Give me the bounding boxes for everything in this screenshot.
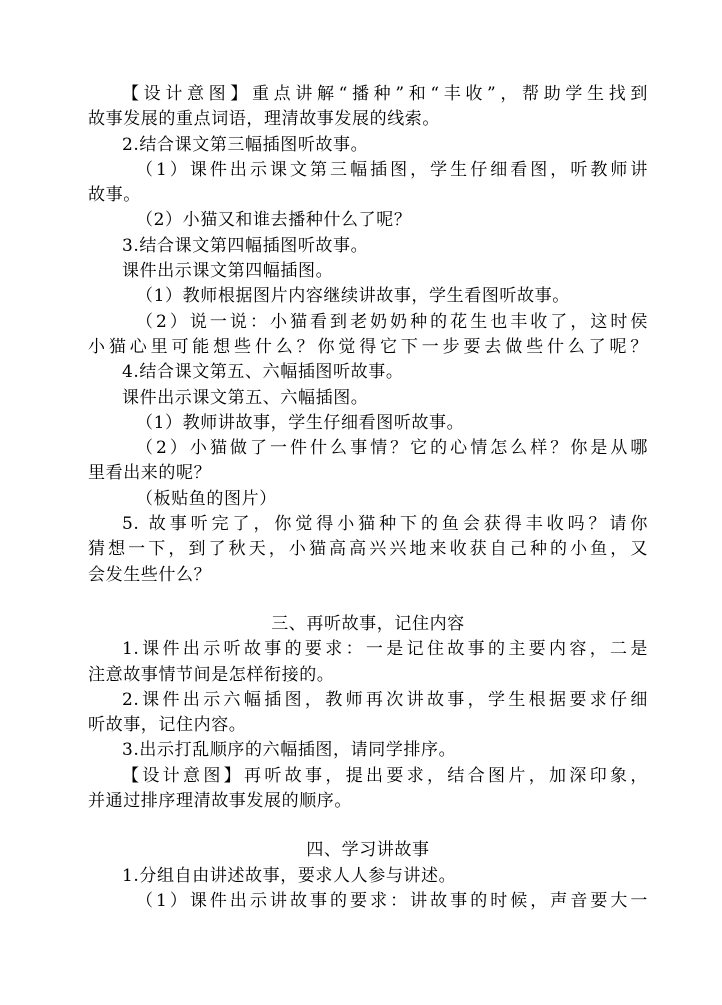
- paragraph-line: 1.课件出示听故事的要求：一是记住故事的主要内容，二是: [122, 639, 648, 660]
- paragraph-line: 注意故事情节间是怎样衔接的。: [88, 664, 335, 685]
- paragraph-line: 课件出示课文第四幅插图。: [122, 261, 334, 282]
- paragraph-line: 猜想一下，到了秋天，小猫高高兴兴地来收获自己种的小鱼，又: [88, 539, 648, 560]
- document-page: [88, 82, 648, 914]
- paragraph-line: 小猫心里可能想些什么？你觉得它下一步要去做些什么了呢？: [88, 336, 648, 357]
- paragraph-line: 3.结合课文第四幅插图听故事。: [122, 235, 369, 256]
- paragraph-line: 并通过排序理清故事发展的顺序。: [88, 791, 352, 812]
- paragraph-line: 课件出示课文第五、六幅插图。: [122, 387, 369, 408]
- paragraph-line: 听故事，记住内容。: [88, 715, 247, 736]
- paragraph-line: 故事。: [88, 185, 141, 206]
- paragraph-line: 里看出来的呢？: [88, 463, 212, 484]
- paragraph-line: （2）小猫又和谁去播种什么了呢？: [136, 210, 412, 231]
- section-heading: 四、学习讲故事: [306, 840, 430, 861]
- paragraph-line: 【设计意图】重点讲解“播种”和“丰收”，帮助学生找到: [122, 84, 648, 104]
- paragraph-line: （2）小猫做了一件什么事情？它的心情怎么样？你是从哪: [136, 438, 648, 459]
- section-gap: [88, 588, 648, 612]
- paragraph-line: （1）课件出示讲故事的要求：讲故事的时候，声音要大一: [136, 890, 648, 911]
- paragraph-line: 2.课件出示六幅插图，教师再次讲故事，学生根据要求仔细: [122, 689, 648, 710]
- paragraph-line: （板贴鱼的图片）: [136, 488, 277, 509]
- section-gap: [88, 814, 648, 838]
- paragraph-line: （1）教师讲故事，学生仔细看图听故事。: [136, 412, 465, 433]
- paragraph-line: 会发生些什么？: [88, 564, 212, 585]
- paragraph-line: （1）课件出示课文第三幅插图，学生仔细看图，听教师讲: [136, 159, 648, 180]
- paragraph-line: 故事发展的重点词语，理清故事发展的线索。: [88, 109, 440, 130]
- paragraph-line: 【设计意图】再听故事，提出要求，结合图片，加深印象，: [122, 765, 648, 786]
- section-heading: 三、再听故事，记住内容: [271, 613, 465, 634]
- paragraph-line: 1.分组自由讲述故事，要求人人参与讲述。: [122, 865, 457, 886]
- paragraph-line: （1）教师根据图片内容继续讲故事，学生看图听故事。: [136, 286, 570, 307]
- paragraph-line: 4.结合课文第五、六幅插图听故事。: [122, 362, 404, 383]
- paragraph-line: （2）说一说：小猫看到老奶奶种的花生也丰收了，这时侯: [136, 311, 648, 332]
- paragraph-line: 5. 故事听完了，你觉得小猫种下的鱼会获得丰收吗？请你: [122, 514, 648, 535]
- paragraph-line: 3.出示打乱顺序的六幅插图，请同学排序。: [122, 740, 457, 761]
- paragraph-line: 2.结合课文第三幅插图听故事。: [122, 134, 369, 155]
